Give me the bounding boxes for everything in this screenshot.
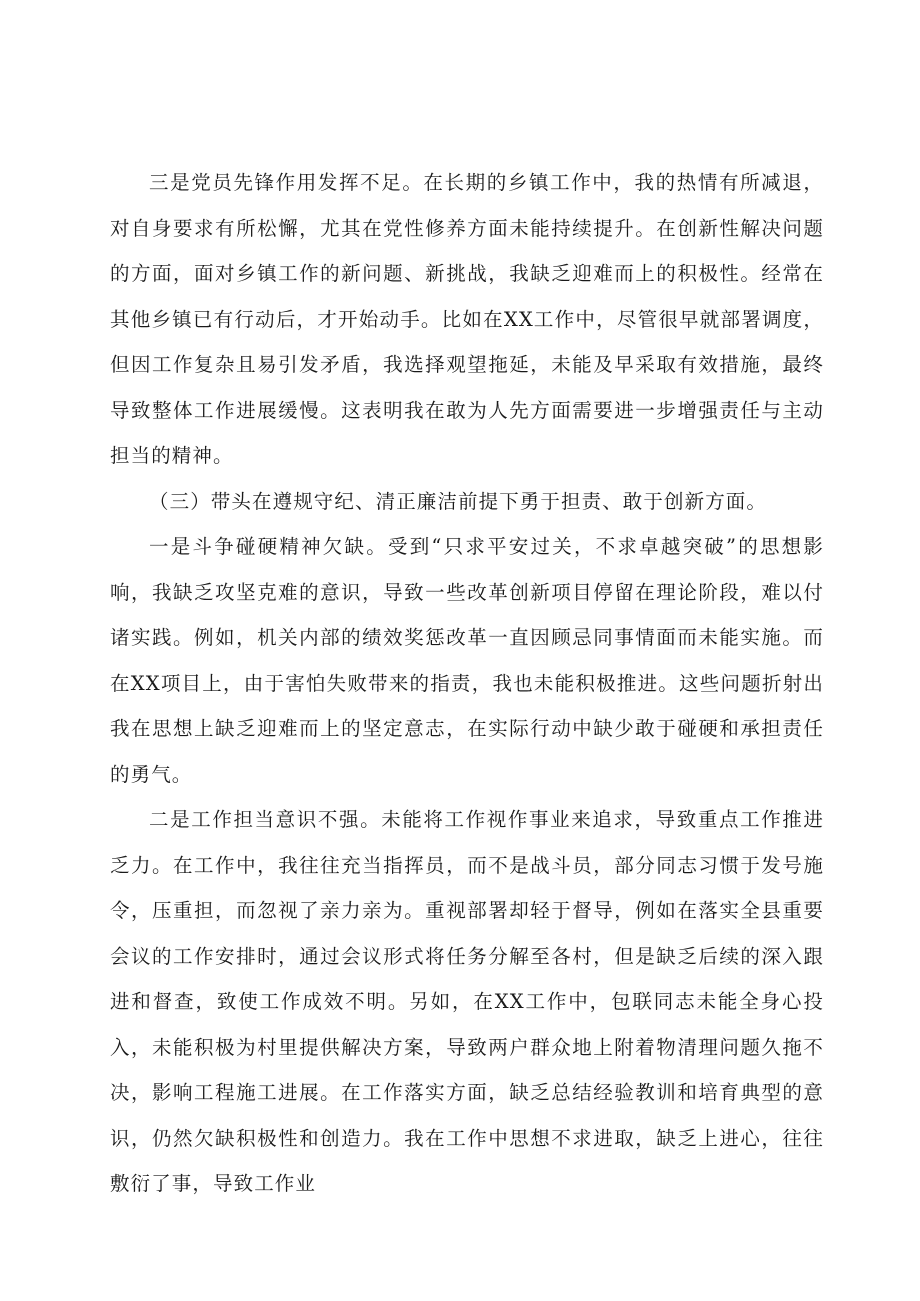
document-body — [110, 160, 824, 1207]
paragraph-party-member-role: 三是党员先锋作用发挥不足。在长期的乡镇工作中，我的热情有所减退，对自身要求有所松懈，尤其在党性修养方面未能持续提升。在创新性解决问题的方面，面对乡镇工作的新问题、新挑战，我缺乏迎难而上的积极性。经常在其他乡镇已有行动后，才开始动手。比如在XX工作中，尽管很早就部署调度，但因工作复杂且易引发矛盾，我选择观望拖延，未能及早采取有效措施，最终导致整体工作进展缓慢。这表明我在敢为人先方面需要进一步增强责任与主动担当的精神。 — [110, 171, 824, 467]
section-heading-three: （三）带头在遵规守纪、清正廉洁前提下勇于担责、敢于创新方面。 — [149, 489, 768, 513]
paragraph-work-responsibility: 二是工作担当意识不强。未能将工作视作事业来追求，导致重点工作推进乏力。在工作中，我往往充当指挥员，而不是战斗员，部分同志习惯于发号施令，压重担，而忽视了亲力亲为。重视部署却轻于督导，例如在落实全县重要会议的工作安排时，通过会议形式将任务分解至各村，但是缺乏后续的深入跟进和督查，致使工作成效不明。另如，在XX工作中，包联同志未能全身心投入，未能积极为村里提供解决方案，导致两户群众地上附着物清理问题久拖不决，影响工程施工进展。在工作落实方面，缺乏总结经验教训和培育典型的意识，仍然欠缺积极性和创造力。我在工作中思想不求进取，缺乏上进心，往往敷衍了事，导致工作业 — [110, 808, 824, 1195]
paragraph-struggle-spirit: 一是斗争碰硬精神欠缺。受到“只求平安过关，不求卓越突破”的思想影响，我缺乏攻坚克难的意识，导致一些改革创新项目停留在理论阶段，难以付诸实践。例如，机关内部的绩效奖惩改革一直因顾忌同事情面而未能实施。而在XX项目上，由于害怕失败带来的指责，我也未能积极推进。这些问题折射出我在思想上缺乏迎难而上的坚定意志，在实际行动中缺少敢于碰硬和承担责任的勇气。 — [110, 535, 824, 786]
